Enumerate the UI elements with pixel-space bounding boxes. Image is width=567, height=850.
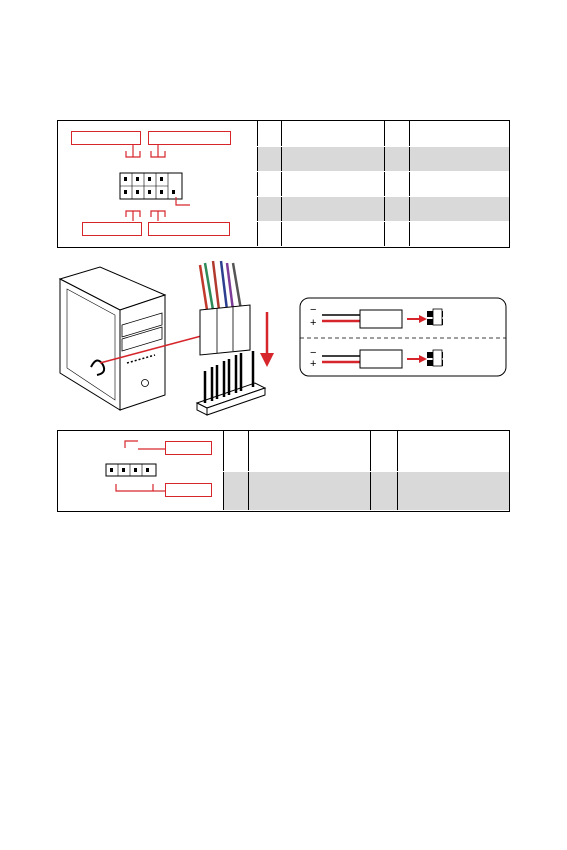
signal-name bbox=[409, 146, 509, 171]
pin-number bbox=[258, 171, 282, 196]
plus-sign: + bbox=[310, 358, 317, 370]
pin-number bbox=[224, 431, 249, 471]
signal-name bbox=[409, 196, 509, 221]
connection-illustration bbox=[55, 255, 515, 425]
table-row bbox=[258, 121, 510, 146]
signal-name bbox=[281, 221, 384, 246]
table-row bbox=[224, 471, 510, 510]
signal-name bbox=[409, 171, 509, 196]
signal-name bbox=[281, 146, 384, 171]
table-row bbox=[258, 196, 510, 221]
signal-name bbox=[281, 196, 384, 221]
pin-table bbox=[223, 431, 509, 511]
signal-name bbox=[409, 121, 509, 146]
pin-number bbox=[384, 196, 409, 221]
down-arrow-icon bbox=[260, 312, 274, 367]
signal-name bbox=[409, 221, 509, 246]
signal-name bbox=[281, 121, 384, 146]
signal-name bbox=[248, 431, 370, 471]
signal-name bbox=[248, 471, 370, 510]
signal-name bbox=[397, 431, 509, 471]
pin-header-icon bbox=[197, 351, 265, 415]
pc-case-icon bbox=[60, 267, 165, 410]
pin-number bbox=[258, 121, 282, 146]
signal-name bbox=[281, 171, 384, 196]
led-polarity-icon bbox=[300, 298, 506, 376]
pin-number bbox=[384, 171, 409, 196]
pin-table bbox=[257, 121, 509, 247]
pin-number bbox=[258, 146, 282, 171]
minus-sign: − bbox=[310, 304, 317, 316]
red-label-bottom-2 bbox=[148, 222, 230, 236]
pin-number bbox=[224, 471, 249, 510]
small-header-panel bbox=[57, 430, 510, 512]
pin-number bbox=[384, 146, 409, 171]
table-row bbox=[258, 171, 510, 196]
pin-number bbox=[384, 121, 409, 146]
plus-sign: + bbox=[310, 317, 317, 329]
pin-number bbox=[258, 221, 282, 246]
minus-sign: − bbox=[310, 347, 317, 359]
connector-cable-icon bbox=[200, 261, 250, 355]
pin-number bbox=[370, 471, 397, 510]
red-label-1 bbox=[165, 441, 212, 455]
table-row bbox=[224, 431, 510, 471]
pin-number bbox=[370, 431, 397, 471]
table-row bbox=[258, 146, 510, 171]
red-label-bottom-1 bbox=[82, 222, 142, 236]
pin-number bbox=[258, 196, 282, 221]
pin-number bbox=[384, 221, 409, 246]
signal-name bbox=[397, 471, 509, 510]
table-row bbox=[258, 221, 510, 246]
front-panel-connector-panel bbox=[57, 120, 510, 248]
red-label-2 bbox=[165, 483, 212, 497]
